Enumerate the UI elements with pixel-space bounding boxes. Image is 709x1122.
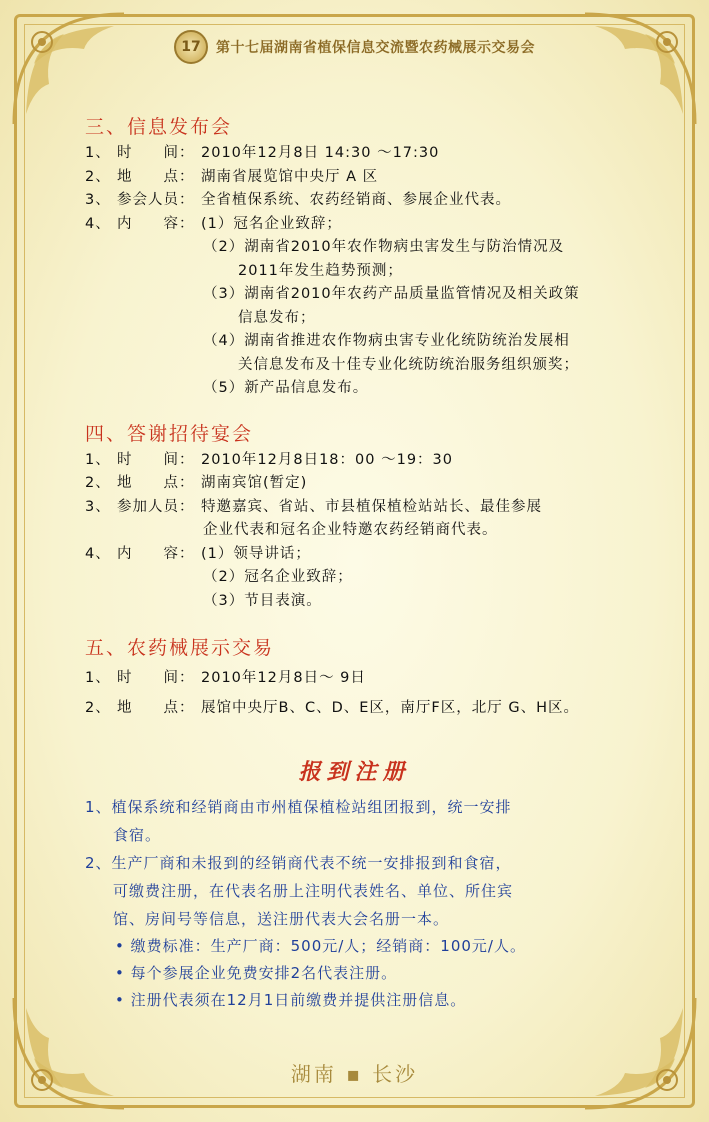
registration-title: 报到注册 [298,760,411,785]
row-label: 地 点： [117,700,195,716]
row-label: 时 间： [117,451,195,468]
row-number: 4、 [85,545,111,562]
info-row [85,663,645,693]
content-line: 2011年发生趋势预测； [238,262,403,279]
content-line: （2）湖南省2010年农作物病虫害发生与防治情况及 [203,239,565,255]
row-value: 全省植保系统、农药经销商、参展企业代表。 [201,192,511,208]
content-line: （3）节目表演。 [203,592,322,609]
registration-section [85,793,655,1014]
row-number: 3、 [85,192,111,208]
content-line: 企业代表和冠名企业特邀农药经销商代表。 [203,522,498,538]
section-title: 四、答谢招待宴会 [85,422,254,445]
row-label: 参会人员： [117,192,195,208]
row-value: 2010年12月8日18：00 ～19：30 [201,451,453,468]
row-number: 1、 [85,451,111,468]
row-value: (1）冠名企业致辞； [201,215,342,232]
info-row [85,472,645,496]
registration-bullet: • 每个参展企业免费安排2名代表注册。 [115,964,398,982]
info-row [85,693,645,723]
info-row [85,166,645,190]
registration-line: 2、生产厂商和未报到的经销商代表不统一安排报到和食宿， [85,854,512,872]
row-number: 1、 [85,145,111,161]
registration-bullet: • 缴费标准：生产厂商：500元/人；经销商：100元/人。 [115,937,526,955]
row-value: (1）领导讲话； [201,545,311,562]
row-number: 2、 [85,700,111,716]
content-line: （2）冠名企业致辞； [203,569,353,585]
row-value: 2010年12月8日～ 9日 [201,670,366,686]
row-number: 2、 [85,475,111,491]
row-number: 2、 [85,168,111,185]
info-row [85,189,645,213]
row-label: 地 点： [117,168,195,185]
section-title: 五、农药械展示交易 [85,637,275,659]
row-value: 2010年12月8日 14:30 ～17:30 [201,145,440,161]
row-number: 3、 [85,498,111,515]
content-line: 信息发布； [238,309,316,326]
registration-line: 馆、房间号等信息，送注册代表大会名册一本。 [113,910,450,928]
row-value: 特邀嘉宾、省站、市县植保植检站站长、最佳参展 [201,498,542,515]
row-value: 展馆中央厅B、C、D、E区，南厅F区，北厅 G、H区。 [201,700,579,716]
registration-bullet: • 注册代表须在12月1日前缴费并提供注册信息。 [115,991,467,1009]
row-label: 时 间： [117,145,195,161]
registration-line: 可缴费注册，在代表名册上注明代表姓名、单位、所住宾 [113,882,514,900]
content-line: 关信息发布及十佳专业化统防统治服务组织颁奖； [238,356,579,373]
content-line: （5）新产品信息发布。 [203,380,369,396]
header [0,30,709,64]
footer-location: 湖南 ▪ 长沙 [290,1062,419,1086]
row-number: 1、 [85,670,111,686]
row-label: 内 容： [117,215,195,232]
row-number: 4、 [85,215,111,232]
section-title: 三、信息发布会 [85,116,233,138]
info-row [85,449,645,473]
content-line: （4）湖南省推进农作物病虫害专业化统防统治发展相 [203,333,570,349]
row-label: 参加人员： [117,498,195,515]
event-logo-icon: 17 [174,30,208,64]
registration-line: 食宿。 [113,826,162,844]
row-label: 地 点： [117,475,195,491]
info-row [85,496,645,520]
row-value: 湖南省展览馆中央厅 A 区 [201,168,379,185]
main-content [85,112,645,723]
info-row [85,213,645,237]
row-value: 湖南宾馆(暂定) [201,475,308,491]
content-line: （3）湖南省2010年农药产品质量监管情况及相关政策 [203,286,580,302]
registration-line: 1、植保系统和经销商由市州植保植检站组团报到，统一安排 [85,798,512,816]
row-label: 时 间： [117,670,195,686]
info-row [85,543,645,567]
info-row [85,142,645,166]
header-title: 第十七届湖南省植保信息交流暨农药械展示交易会 [216,40,535,56]
row-label: 内 容： [117,545,195,562]
